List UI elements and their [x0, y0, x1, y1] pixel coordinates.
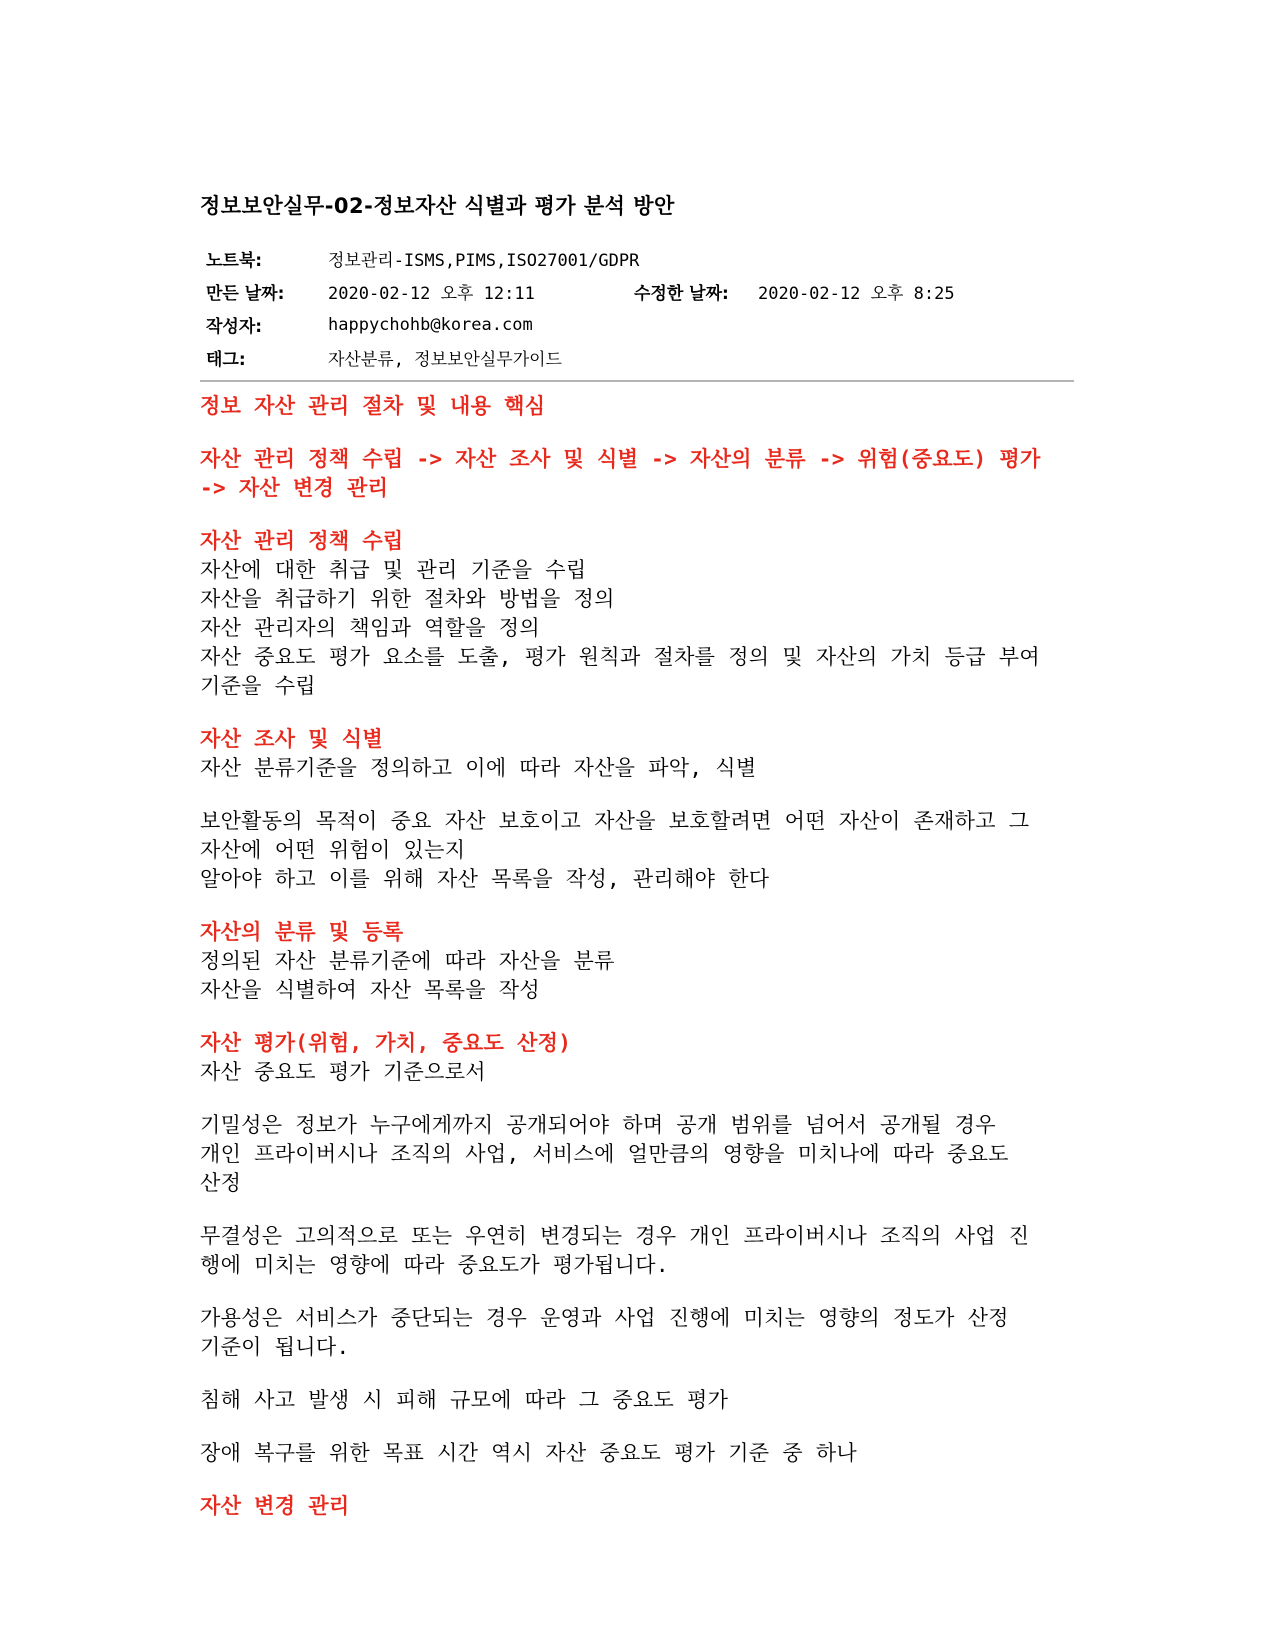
- meta-dates-row: [206, 275, 955, 308]
- created-label: 만든 날짜:: [206, 284, 285, 304]
- integrity-line: 행에 미치는 영향에 따라 중요도가 평가됩니다.: [200, 1253, 669, 1277]
- classify-line: 자산을 식별하여 자산 목록을 작성: [200, 978, 540, 1002]
- recovery-line: 장애 복구를 위한 목표 시간 역시 자산 중요도 평가 기준 중 하나: [200, 1441, 858, 1465]
- confidentiality-line: 개인 프라이버시나 조직의 사업, 서비스에 얼만큼의 영향을 미치나에 따라 중요도: [200, 1142, 1009, 1166]
- tags-label: 태그:: [206, 350, 246, 370]
- heading-evaluation: 자산 평가(위험, 가치, 중요도 산정): [200, 1031, 572, 1055]
- heading-change-management: 자산 변경 관리: [200, 1494, 350, 1518]
- policy-line: 자산 중요도 평가 요소를 도출, 평가 원칙과 절차를 정의 및 자산의 가치 등급 부여: [200, 645, 1040, 669]
- survey-line: 자산 분류기준을 정의하고 이에 따라 자산을 파악, 식별: [200, 756, 757, 780]
- author-value: happychohb@korea.com: [328, 314, 533, 335]
- confidentiality-line: 산정: [200, 1171, 242, 1195]
- policy-line: 자산에 대한 취급 및 관리 기준을 수립: [200, 558, 587, 582]
- note-metadata: [206, 242, 955, 374]
- note-page: [200, 190, 1080, 1521]
- survey-line: 자산에 어떤 위험이 있는지: [200, 838, 466, 862]
- survey-line: 알아야 하고 이를 위해 자산 목록을 작성, 관리해야 한다: [200, 867, 770, 891]
- classify-line: 정의된 자산 분류기준에 따라 자산을 분류: [200, 949, 615, 973]
- modified-label: 수정한 날짜:: [634, 284, 729, 304]
- note-body: [200, 392, 1080, 1521]
- availability-line: 가용성은 서비스가 중단되는 경우 운영과 사업 진행에 미치는 영향의 정도가 산정: [200, 1306, 1009, 1330]
- created-value: 2020-02-12 오후 12:11: [328, 284, 535, 304]
- evaluation-line: 자산 중요도 평가 기준으로서: [200, 1060, 486, 1084]
- meta-notebook-row: [206, 242, 955, 275]
- process-flow-line-2: -> 자산 변경 관리: [200, 476, 389, 500]
- tags-value: 자산분류, 정보보안실무가이드: [328, 350, 562, 370]
- policy-line: 자산을 취급하기 위한 절차와 방법을 정의: [200, 587, 615, 611]
- policy-line: 자산 관리자의 책임과 역할을 정의: [200, 616, 540, 640]
- metadata-divider: [200, 380, 1074, 382]
- availability-line: 기준이 됩니다.: [200, 1335, 350, 1359]
- survey-line: 보안활동의 목적이 중요 자산 보호이고 자산을 보호할려면 어떤 자산이 존재하고 그: [200, 809, 1030, 833]
- notebook-label: 노트북:: [206, 251, 263, 271]
- note-title: 정보보안실무-02-정보자산 식별과 평가 분석 방안: [200, 194, 675, 218]
- integrity-line: 무결성은 고의적으로 또는 우연히 변경되는 경우 개인 프라이버시나 조직의 사업 진: [200, 1224, 1030, 1248]
- meta-author-row: [206, 308, 955, 341]
- policy-line: 기준을 수립: [200, 674, 316, 698]
- author-label: 작성자:: [206, 317, 263, 337]
- incident-line: 침해 사고 발생 시 피해 규모에 따라 그 중요도 평가: [200, 1388, 729, 1412]
- heading-policy: 자산 관리 정책 수립: [200, 529, 404, 553]
- heading-core: 정보 자산 관리 절차 및 내용 핵심: [200, 394, 546, 418]
- meta-tags-row: [206, 341, 955, 374]
- process-flow-line-1: 자산 관리 정책 수립 -> 자산 조사 및 식별 -> 자산의 분류 -> 위험(중요도) 평가: [200, 447, 1041, 471]
- heading-classify: 자산의 분류 및 등록: [200, 920, 404, 944]
- heading-survey: 자산 조사 및 식별: [200, 727, 383, 751]
- modified-value: 2020-02-12 오후 8:25: [758, 284, 955, 304]
- confidentiality-line: 기밀성은 정보가 누구에게까지 공개되어야 하며 공개 범위를 넘어서 공개될 경우: [200, 1113, 996, 1137]
- notebook-value: 정보관리-ISMS,PIMS,ISO27001/GDPR: [328, 251, 640, 271]
